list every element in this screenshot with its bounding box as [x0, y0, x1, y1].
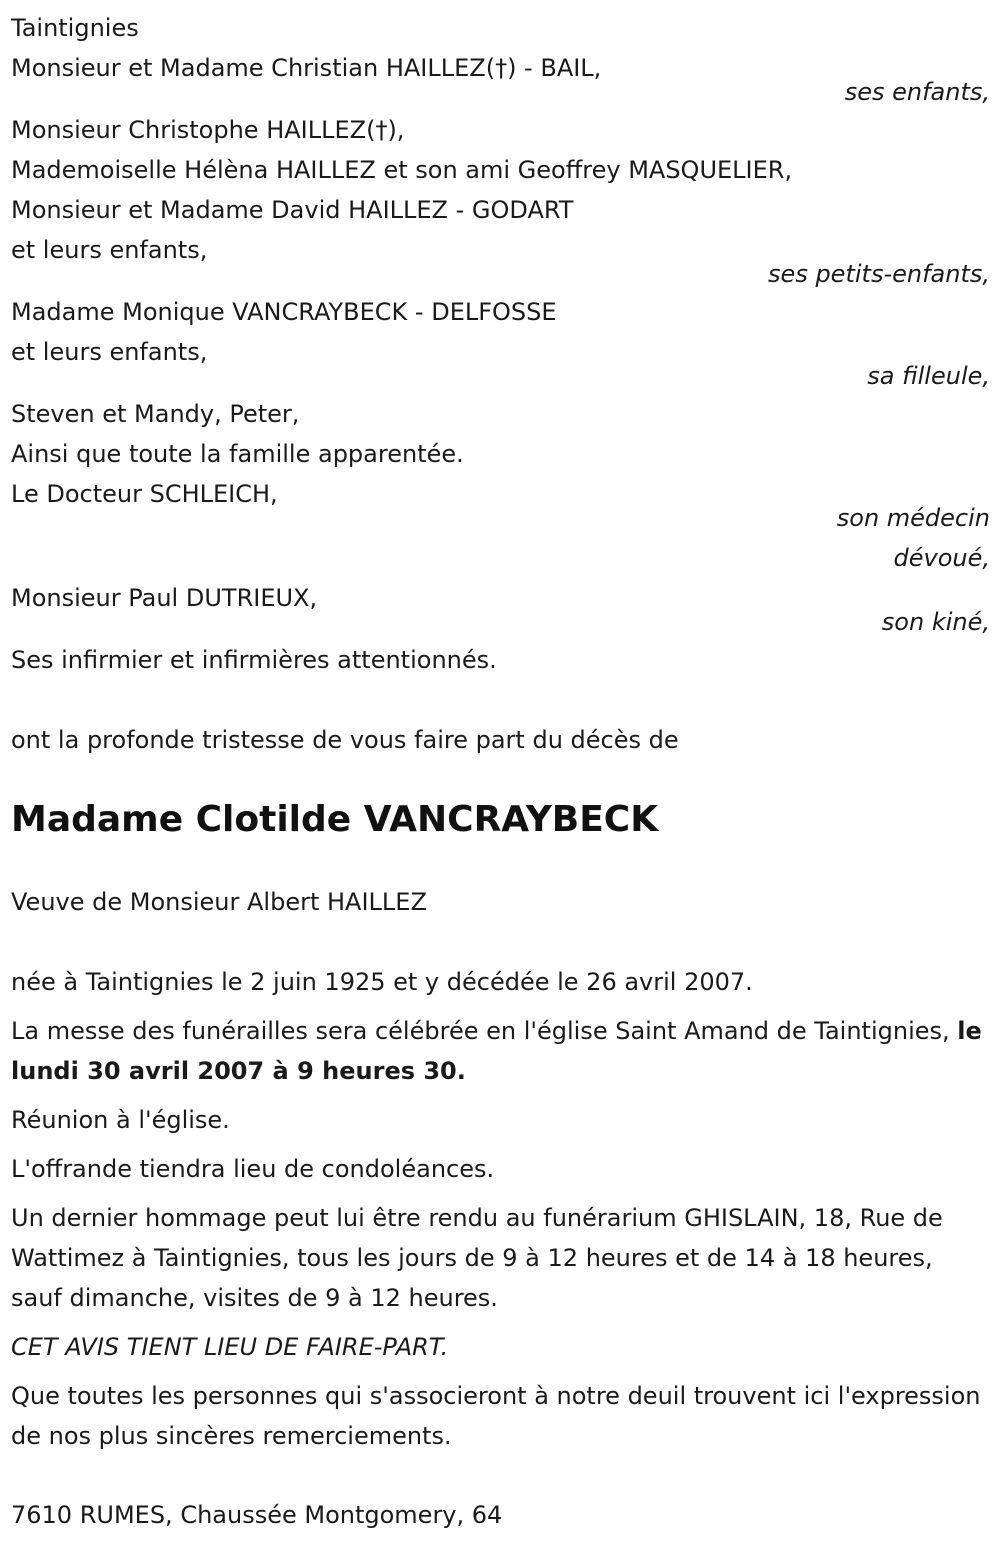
doctor-role-cont: dévoué, [893, 544, 990, 572]
deceased-name: Madame Clotilde VANCRAYBECK [11, 799, 659, 840]
grandchildren-role: ses petits-enfants, [768, 260, 990, 288]
grandchild-line: et leurs enfants, [11, 236, 208, 264]
children-line: Monsieur et Madame Christian HAILLEZ(†) - BAIL, [11, 54, 602, 82]
place-heading: Taintignies [11, 14, 139, 42]
tribute-info: Un dernier hommage peut lui être rendu au funérarium GHISLAIN, 18, Rue de Wattimez à Taintignies, tous les jours de 9 à 12 heures et de 14 à 18 heures, sauf dimanche, visites de 9 à 12 heures. [11, 1204, 943, 1312]
mass-info [11, 1011, 990, 1091]
goddaughter-role: sa filleule, [867, 362, 990, 390]
thanks-text: Que toutes les personnes qui s'associeront à notre deuil trouvent ici l'expression de nos plus sincères remerciements. [11, 1382, 981, 1450]
doctor-role: son médecin [836, 504, 990, 532]
children-role: ses enfants, [844, 78, 990, 106]
meeting-info: Réunion à l'église. [11, 1106, 230, 1134]
notice-text: CET AVIS TIENT LIEU DE FAIRE-PART. [11, 1333, 449, 1361]
others-line: Ainsi que toute la famille apparentée. [11, 440, 464, 468]
address: 7610 RUMES, Chaussée Montgomery, 64 [11, 1501, 503, 1529]
goddaughter-line: Madame Monique VANCRAYBECK - DELFOSSE [11, 298, 557, 326]
offering-info: L'offrande tiendra lieu de condoléances. [11, 1155, 495, 1183]
mass-date: le lundi 30 avril 2007 à 9 heures 30. [11, 1017, 982, 1085]
grandchild-line: Mademoiselle Hélèna HAILLEZ et son ami Geoffrey MASQUELIER, [11, 156, 793, 184]
goddaughter-line: et leurs enfants, [11, 338, 208, 366]
mass-text: La messe des funérailles sera célébrée en l'église Saint Amand de Taintignies, [11, 1017, 958, 1045]
others-line: Le Docteur SCHLEICH, [11, 480, 278, 508]
others-line: Steven et Mandy, Peter, [11, 400, 300, 428]
grandchild-line: Monsieur et Madame David HAILLEZ - GODART [11, 196, 574, 224]
grandchild-line: Monsieur Christophe HAILLEZ(†), [11, 116, 405, 144]
birth-death: née à Taintignies le 2 juin 1925 et y décédée le 26 avril 2007. [11, 968, 753, 996]
nurses-line: Ses infirmier et infirmières attentionnés. [11, 646, 497, 674]
kine-role: son kiné, [881, 608, 990, 636]
kine-line: Monsieur Paul DUTRIEUX, [11, 584, 318, 612]
widow-of: Veuve de Monsieur Albert HAILLEZ [11, 888, 427, 916]
announcement: ont la profonde tristesse de vous faire part du décès de [11, 726, 679, 754]
